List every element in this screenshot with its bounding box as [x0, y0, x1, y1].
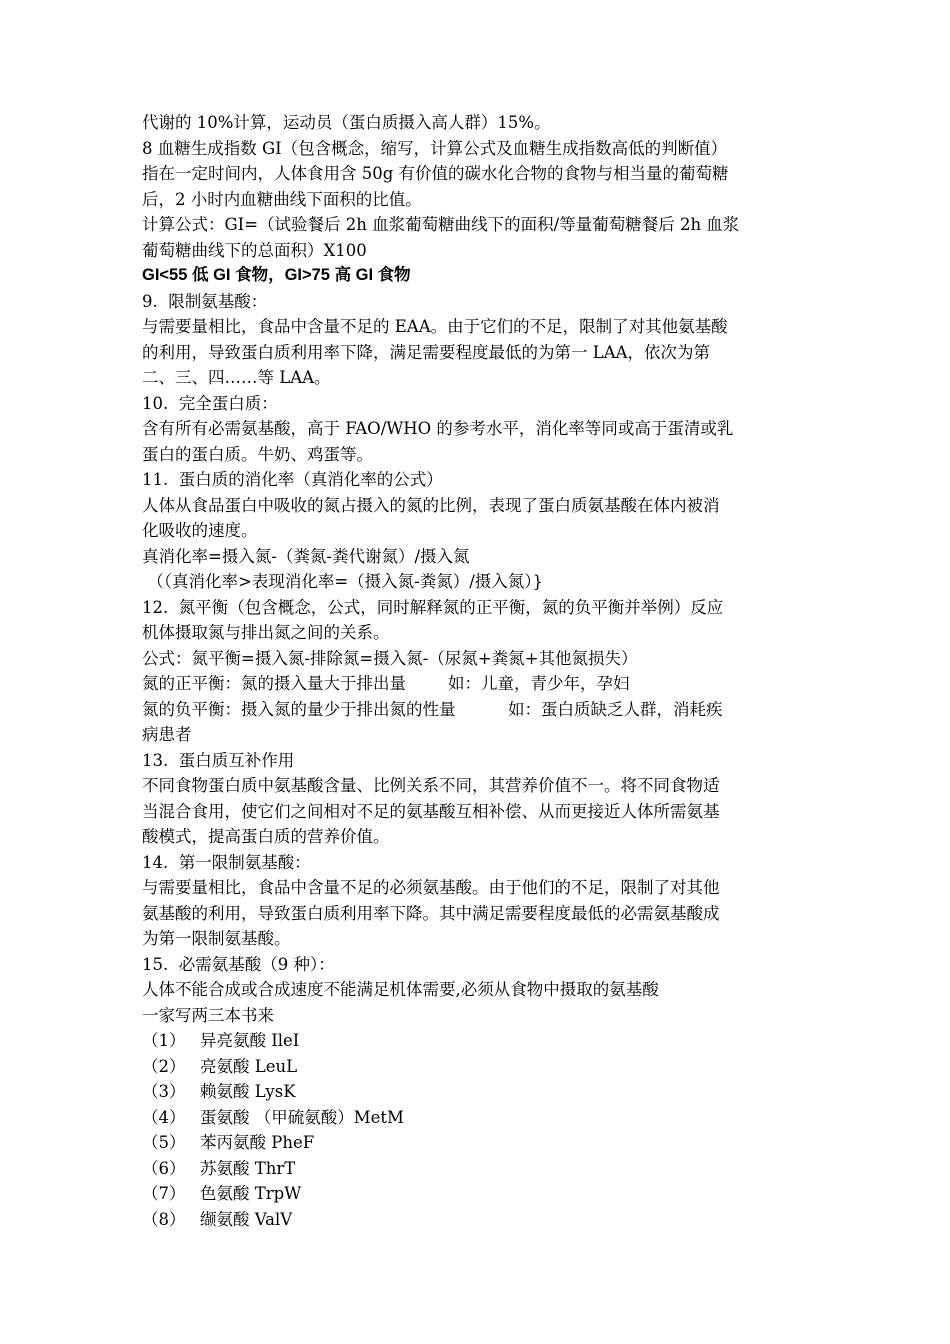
- formula-line: 计算公式：GI=（试验餐后 2h 血浆葡萄糖曲线下的面积/等量葡萄糖餐后 2h 血浆: [142, 215, 740, 234]
- text-line: 人体不能合成或合成速度不能满足机体需要,必须从食物中摄取的氨基酸: [142, 980, 659, 999]
- list-text: 亮氨酸 LeuL: [200, 1056, 298, 1076]
- list-index: （1）: [142, 1031, 186, 1050]
- list-index: （4）: [142, 1107, 186, 1127]
- section-heading-14: 14. 第一限制氨基酸：: [142, 852, 311, 872]
- list-index: （7）: [142, 1184, 186, 1203]
- section-heading-11: 11. 蛋白质的消化率（真消化率的公式）: [142, 470, 443, 489]
- formula-line: 公式：氮平衡=摄入氮-排除氮=摄入氮-（尿氮+粪氮+其他氮损失）: [142, 648, 638, 668]
- formula-line: 真消化率=摄入氮-（粪氮-粪代谢氮）/摄入氮: [142, 546, 470, 566]
- gi-threshold-line: GI<55 低 GI 食物，GI>75 高 GI 食物: [142, 266, 411, 284]
- text-line: 与需要量相比，食品中含量不足的必须氨基酸。由于他们的不足，限制了对其他: [142, 878, 720, 897]
- list-item: [142, 1156, 822, 1182]
- formula-line: 葡萄糖曲线下的总面积）X100: [142, 240, 367, 260]
- text-line: 氨基酸的利用，导致蛋白质利用率下降。其中满足需要程度最低的必需氨基酸成: [142, 903, 720, 923]
- text-line: 蛋白的蛋白质。牛奶、鸡蛋等。: [142, 444, 373, 464]
- list-index: （2）: [142, 1056, 186, 1076]
- text-line: 含有所有必需氨基酸，高于 FAO/WHO 的参考水平，消化率等同或高于蛋清或乳: [142, 419, 734, 438]
- text-line: 指在一定时间内，人体食用含 50g 有价值的碳水化合物的食物与相当量的葡萄糖: [142, 164, 729, 183]
- list-item: [142, 1079, 822, 1105]
- text-line: 化吸收的速度。: [142, 521, 258, 540]
- formula-line: （（真消化率>表现消化率=（摄入氮-粪氮）/摄入氮）}: [142, 572, 544, 591]
- list-item: [142, 1207, 822, 1233]
- list-text: 苏氨酸 ThrT: [200, 1158, 296, 1178]
- list-index: （6）: [142, 1158, 186, 1178]
- list-item: [142, 1028, 822, 1054]
- text-line: 酸模式，提高蛋白质的营养价值。: [142, 827, 390, 846]
- section-heading-13: 13. 蛋白质互补作用: [142, 750, 295, 770]
- text-line: 氮的正平衡：氮的摄入量大于排出量 如：儿童，青少年，孕妇: [142, 674, 630, 693]
- list-text: 异亮氨酸 IleI: [200, 1031, 300, 1050]
- list-text: 缬氨酸 ValV: [200, 1209, 293, 1229]
- section-heading-gi: 8 血糖生成指数 GI（包含概念，缩写，计算公式及血糖生成指数高低的判断值）: [142, 138, 728, 158]
- list-item: [142, 1054, 822, 1080]
- text-line: 后，2 小时内血糖曲线下面积的比值。: [142, 189, 422, 209]
- list-index: （5）: [142, 1133, 186, 1152]
- text-line: 二、三、四……等 LAA。: [142, 368, 331, 387]
- section-heading-10: 10. 完全蛋白质：: [142, 393, 278, 413]
- text-line: 的利用，导致蛋白质利用率下降，满足需要程度最低的为第一 LAA，依次为第: [142, 342, 711, 362]
- section-heading-9: 9. 限制氨基酸：: [142, 291, 268, 311]
- text-line: 代谢的 10%计算，运动员（蛋白质摄入高人群）15%。: [142, 113, 551, 132]
- text-line: 病患者: [142, 725, 192, 744]
- list-text: 苯丙氨酸 PheF: [200, 1133, 315, 1152]
- text-line: 氮的负平衡：摄入氮的量少于排出氮的性量 如：蛋白质缺乏人群，消耗疾: [142, 699, 723, 719]
- text-line: 不同食物蛋白质中氨基酸含量、比例关系不同，其营养价值不一。将不同食物适: [142, 776, 720, 795]
- list-text: 赖氨酸 LysK: [200, 1082, 296, 1101]
- text-line: 与需要量相比，食品中含量不足的 EAA。由于它们的不足，限制了对其他氨基酸: [142, 317, 728, 336]
- list-item: [142, 1105, 822, 1131]
- text-line: 机体摄取氮与排出氮之间的关系。: [142, 623, 390, 642]
- list-text: 色氨酸 TrpW: [200, 1184, 302, 1203]
- document-page: [142, 110, 822, 1232]
- list-text: 蛋氨酸 （甲硫氨酸）MetM: [200, 1107, 404, 1127]
- text-line: 为第一限制氨基酸。: [142, 929, 291, 948]
- mnemonic-line: 一家写两三本书来: [142, 1005, 274, 1025]
- list-item: [142, 1181, 822, 1207]
- text-line: 人体从食品蛋白中吸收的氮占摄入的氮的比例，表现了蛋白质氨基酸在体内被消: [142, 495, 720, 515]
- list-index: （8）: [142, 1209, 186, 1229]
- text-line: 当混合食用，使它们之间相对不足的氨基酸互相补偿、从而更接近人体所需氨基: [142, 801, 720, 821]
- list-index: （3）: [142, 1082, 186, 1101]
- section-heading-12: 12. 氮平衡（包含概念，公式，同时解释氮的正平衡，氮的负平衡并举例）反应: [142, 597, 724, 617]
- section-heading-15: 15. 必需氨基酸（9 种）：: [142, 954, 335, 974]
- amino-acid-list: [142, 1028, 822, 1232]
- list-item: [142, 1130, 822, 1156]
